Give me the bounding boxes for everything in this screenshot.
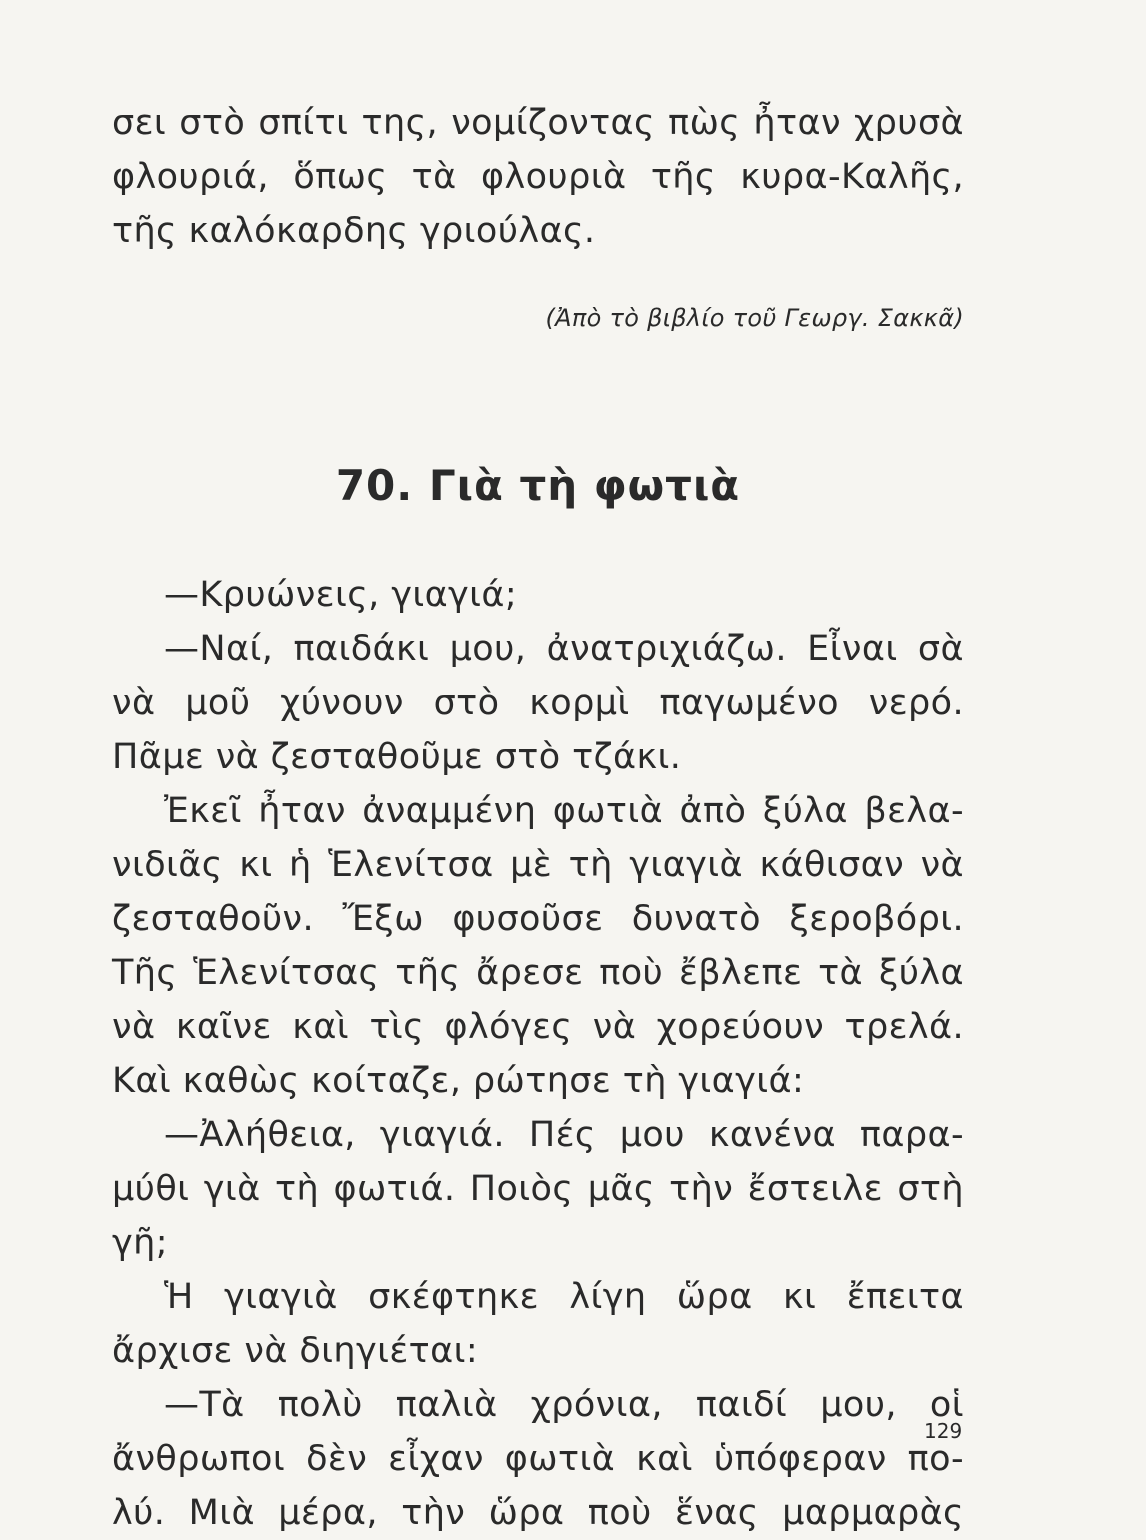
text-line: ζεσταθοῦν. Ἔξω φυσοῦσε δυνατὸ ξεροβόρι. <box>112 899 964 939</box>
text-line: φλουριά, ὅπως τὰ φλουριὰ τῆς κυρα-Καλῆς, <box>112 157 964 197</box>
text-line: νὰ καῖνε καὶ τὶς φλόγες νὰ χορεύουν τρελά. <box>112 1007 964 1047</box>
page-number: 129 <box>924 1419 963 1443</box>
text-line: —Ναί, παιδάκι μου, ἀνατριχιάζω. Εἶναι σὰ <box>164 629 964 669</box>
intro-paragraph <box>112 96 964 258</box>
text-line: νὰ μοῦ χύνουν στὸ κορμὶ παγωμένο νερό. <box>112 683 964 723</box>
text-line: —Κρυώνεις, γιαγιά; <box>164 575 518 615</box>
text-line: Πᾶμε νὰ ζεσταθοῦμε στὸ τζάκι. <box>112 737 682 777</box>
text-line: λύ. Μιὰ μέρα, τὴν ὥρα ποὺ ἕνας μαρμαρὰς <box>112 1493 964 1533</box>
text-line: Ἐκεῖ ἦταν ἀναμμένη φωτιὰ ἀπὸ ξύλα βελα- <box>164 791 964 831</box>
source-citation: (Ἀπὸ τὸ βιβλίο τοῦ Γεωργ. Σακκᾶ) <box>545 304 964 332</box>
text-line: —Ἀλήθεια, γιαγιά. Πές μου κανένα παρα- <box>164 1115 964 1155</box>
text-line: ἄρχισε νὰ διηγιέται: <box>112 1331 479 1371</box>
text-line: Καὶ καθὼς κοίταζε, ρώτησε τὴ γιαγιά: <box>112 1061 805 1101</box>
text-line: νιδιᾶς κι ἡ Ἑλενίτσα μὲ τὴ γιαγιὰ κάθισαν νὰ <box>112 845 964 885</box>
chapter-title: 70. Γιὰ τὴ φωτιὰ <box>335 461 741 510</box>
text-line: Τῆς Ἑλενίτσας τῆς ἄρεσε ποὺ ἔβλεπε τὰ ξύλα <box>112 953 964 993</box>
text-line: Ἡ γιαγιὰ σκέφτηκε λίγη ὥρα κι ἔπειτα <box>164 1277 964 1317</box>
chapter-body <box>112 568 964 1540</box>
text-line: γῆ; <box>112 1223 168 1263</box>
text-line: μύθι γιὰ τὴ φωτιά. Ποιὸς μᾶς τὴν ἔστειλε στὴ <box>112 1169 964 1209</box>
text-line: ἄνθρωποι δὲν εἶχαν φωτιὰ καὶ ὑπόφεραν πο- <box>112 1439 964 1479</box>
text-line: σει στὸ σπίτι της, νομίζοντας πὼς ἦταν χρυσὰ <box>112 103 964 143</box>
text-line: τῆς καλόκαρδης γριούλας. <box>112 211 596 251</box>
book-page <box>112 96 964 1540</box>
text-line: —Τὰ πολὺ παλιὰ χρόνια, παιδί μου, οἱ <box>164 1385 964 1425</box>
